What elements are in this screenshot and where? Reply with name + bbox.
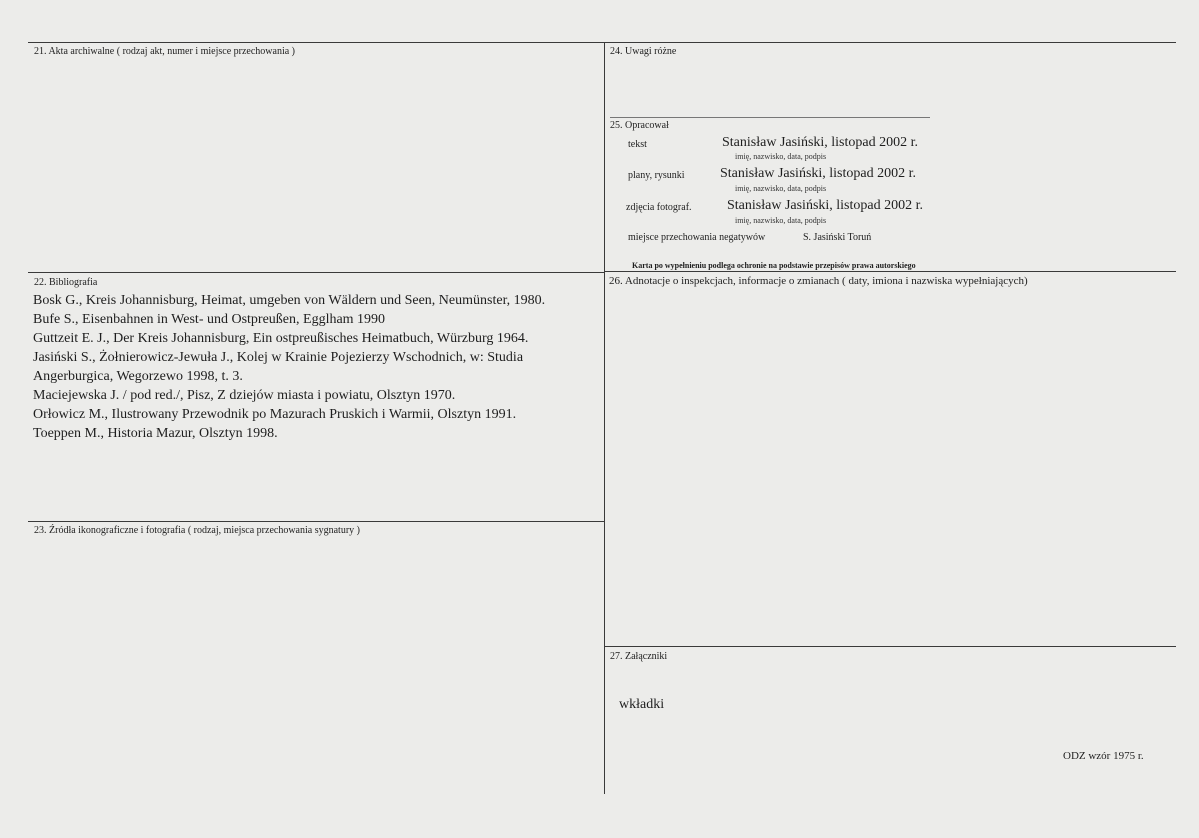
section-23-label: 23. Źródła ikonograficzne i fotografia ( rodzaj, miejsca przechowania sygnatury ) [34,525,360,536]
author-role-plans: plany, rysunki [628,170,685,181]
bibliography-entry: Maciejewska J. / pod red./, Pisz, Z dziejów miasta i powiatu, Olsztyn 1970. [33,388,456,403]
author-value-text: Stanisław Jasiński, listopad 2002 r. [722,135,918,150]
section-26-label: 26. Adnotacje o inspekcjach, informacje o zmianach ( daty, imiona i nazwiska wypełniających) [609,275,1028,287]
section-25-label: 25. Opracował [610,120,669,131]
rule-23 [28,521,604,522]
attachments-value: wkładki [619,697,665,712]
author-sub-photos: imię, nazwisko, data, podpis [735,216,827,225]
section-27-label: 27. Załączniki [610,651,668,662]
bibliography-entry: Guttzeit E. J., Der Kreis Johannisburg, Ein ostpreußisches Heimatbuch, Würzburg 1964. [33,331,529,346]
rule-22 [28,272,604,273]
author-role-photos: zdjęcia fotograf. [626,202,692,213]
bibliography-entry: Jasiński S., Żołnierowicz-Jewuła J., Kolej w Krainie Pojezierzy Wschodnich, w: Studia Angerburgica, Wegorzewo 1998, t. 3. [33,350,524,384]
top-rule [28,42,1176,43]
rule-27 [604,646,1176,647]
section-24-label: 24. Uwagi różne [610,46,677,57]
author-sub-text: imię, nazwisko, data, podpis [735,152,827,161]
bibliography-entry: Bosk G., Kreis Johannisburg, Heimat, umgeben von Wäldern und Seen, Neumünster, 1980. [33,293,546,308]
negatives-value: S. Jasiński Toruń [803,232,872,243]
rule-26 [604,271,1176,272]
author-sub-plans: imię, nazwisko, data, podpis [735,184,827,193]
author-value-plans: Stanisław Jasiński, listopad 2002 r. [720,166,916,181]
center-divider [604,42,605,794]
bibliography-entry: Bufe S., Eisenbahnen in West- und Ostpreußen, Egglham 1990 [33,312,386,327]
section-22-label: 22. Bibliografia [34,277,98,288]
author-value-photos: Stanisław Jasiński, listopad 2002 r. [727,198,923,213]
rule-25 [610,117,930,118]
copyright-note: Karta po wypełnieniu podlega ochronie na podstawie przepisów prawa autorskiego [632,261,916,270]
author-role-text: tekst [628,139,647,150]
bibliography-list [33,291,603,443]
bibliography-entry: Orłowicz M., Ilustrowany Przewodnik po Mazurach Pruskich i Warmii, Olsztyn 1991. [33,407,517,422]
section-21-label: 21. Akta archiwalne ( rodzaj akt, numer i miejsce przechowania ) [34,46,296,57]
bibliography-entry: Toeppen M., Historia Mazur, Olsztyn 1998. [33,426,278,441]
form-id: ODZ wzór 1975 r. [1063,750,1144,762]
negatives-label: miejsce przechowania negatywów [628,232,766,243]
